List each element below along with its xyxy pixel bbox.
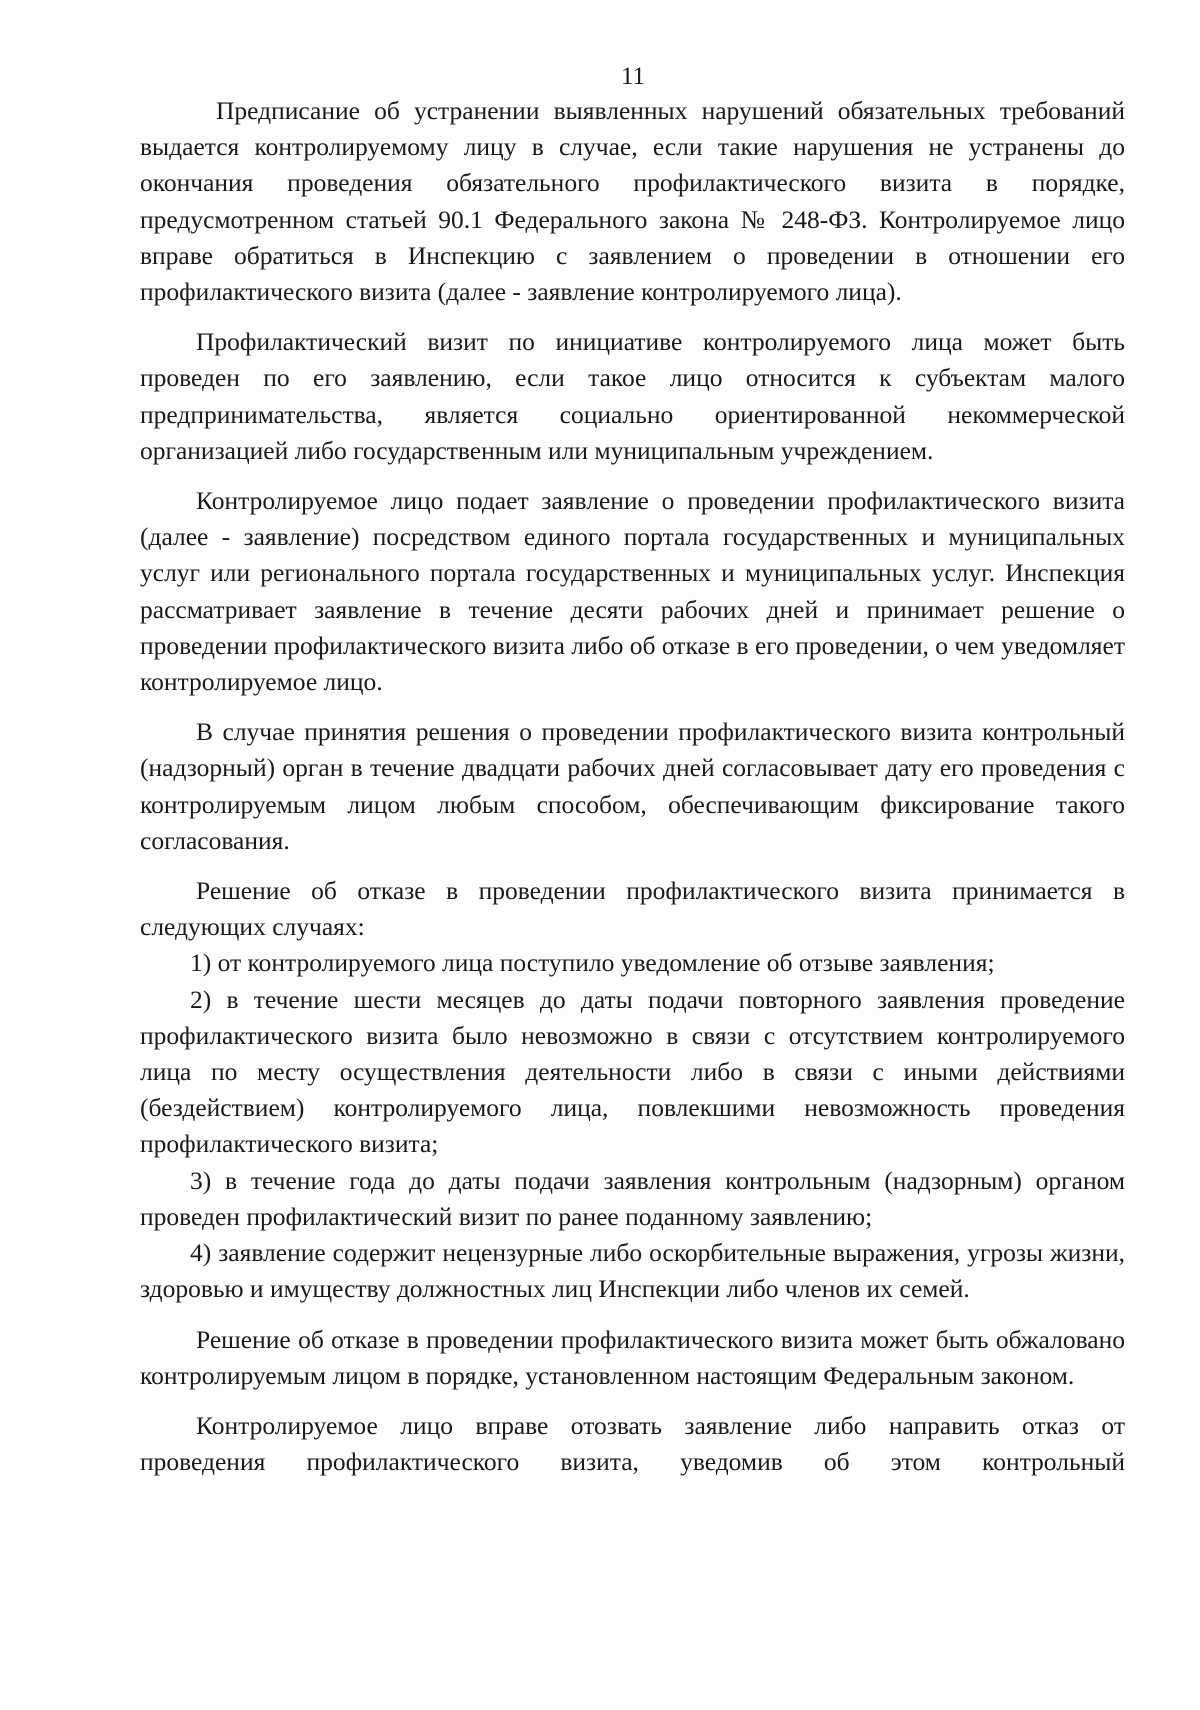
paragraph-visit-date-agreement: В случае принятия решения о проведении профилактического визита контрольный (надзорный) орган в течение двадцати рабочих дней согласовывает дату его проведения с контролируемым лицом любым способом, обеспечивающим фиксирование такого согласования. [140, 717, 1125, 855]
list-item-refusal-1: 1) от контролируемого лица поступило уведомление об отзыве заявления; [190, 948, 995, 978]
paragraph-refusal-cases: Решение об отказе в проведении профилактического визита принимается в следующих случаях: [140, 876, 1125, 942]
paragraph-prescription: Предписание об устранении выявленных нарушений обязательных требований выдается контролируемому лицу в случае, если такие нарушения не устранены до окончания проведения обязательного профилактического визита в порядке, предусмотренном статьей 90.1 Федерального закона № 248-ФЗ. Контролируемое лицо вправе обратиться в Инспекцию с заявлением о проведении в отношении его профилактического визита (далее - заявление контролируемого лица). [140, 96, 1125, 307]
list-item-refusal-4: 4) заявление содержит нецензурные либо оскорбительные выражения, угрозы жизни, здоровью и имуществу должностных лиц Инспекции либо членов их семей. [140, 1238, 1125, 1304]
page-number: 11 [620, 63, 646, 90]
paragraph-visit-initiative: Профилактический визит по инициативе контролируемого лица может быть проведен по его заявлению, если такое лицо относится к субъектам малого предпринимательства, является социально ориентированной некоммерческой организацией либо государственным или муниципальным учреждением. [140, 327, 1125, 465]
paragraph-application-submission: Контролируемое лицо подает заявление о проведении профилактического визита (далее - заявление) посредством единого портала государственных и муниципальных услуг или регионального портала государственных и муниципальных услуг. Инспекция рассматривает заявление в течение десяти рабочих дней и принимает решение о проведении профилактического визита либо об отказе в его проведении, о чем уведомляет контролируемое лицо. [140, 486, 1125, 697]
paragraph-withdraw-application: Контролируемое лицо вправе отозвать заявление либо направить отказ от проведения профилактического визита, уведомив об этом контрольный [140, 1410, 1125, 1477]
list-item-refusal-3: 3) в течение года до даты подачи заявления контрольным (надзорным) органом проведен профилактический визит по ранее поданному заявлению; [140, 1165, 1125, 1231]
list-item-refusal-2: 2) в течение шести месяцев до даты подачи повторного заявления проведение профилактического визита было невозможно в связи с отсутствием контролируемого лица по месту осуществления деятельности либо в связи с иными действиями (бездействием) контролируемого лица, повлекшими невозможность проведения профилактического визита; [140, 984, 1125, 1159]
document-body [140, 93, 1125, 1494]
paragraph-refusal-appeal: Решение об отказе в проведении профилактического визита может быть обжаловано контролируемым лицом в порядке, установленном настоящим Федеральным законом. [140, 1324, 1125, 1390]
